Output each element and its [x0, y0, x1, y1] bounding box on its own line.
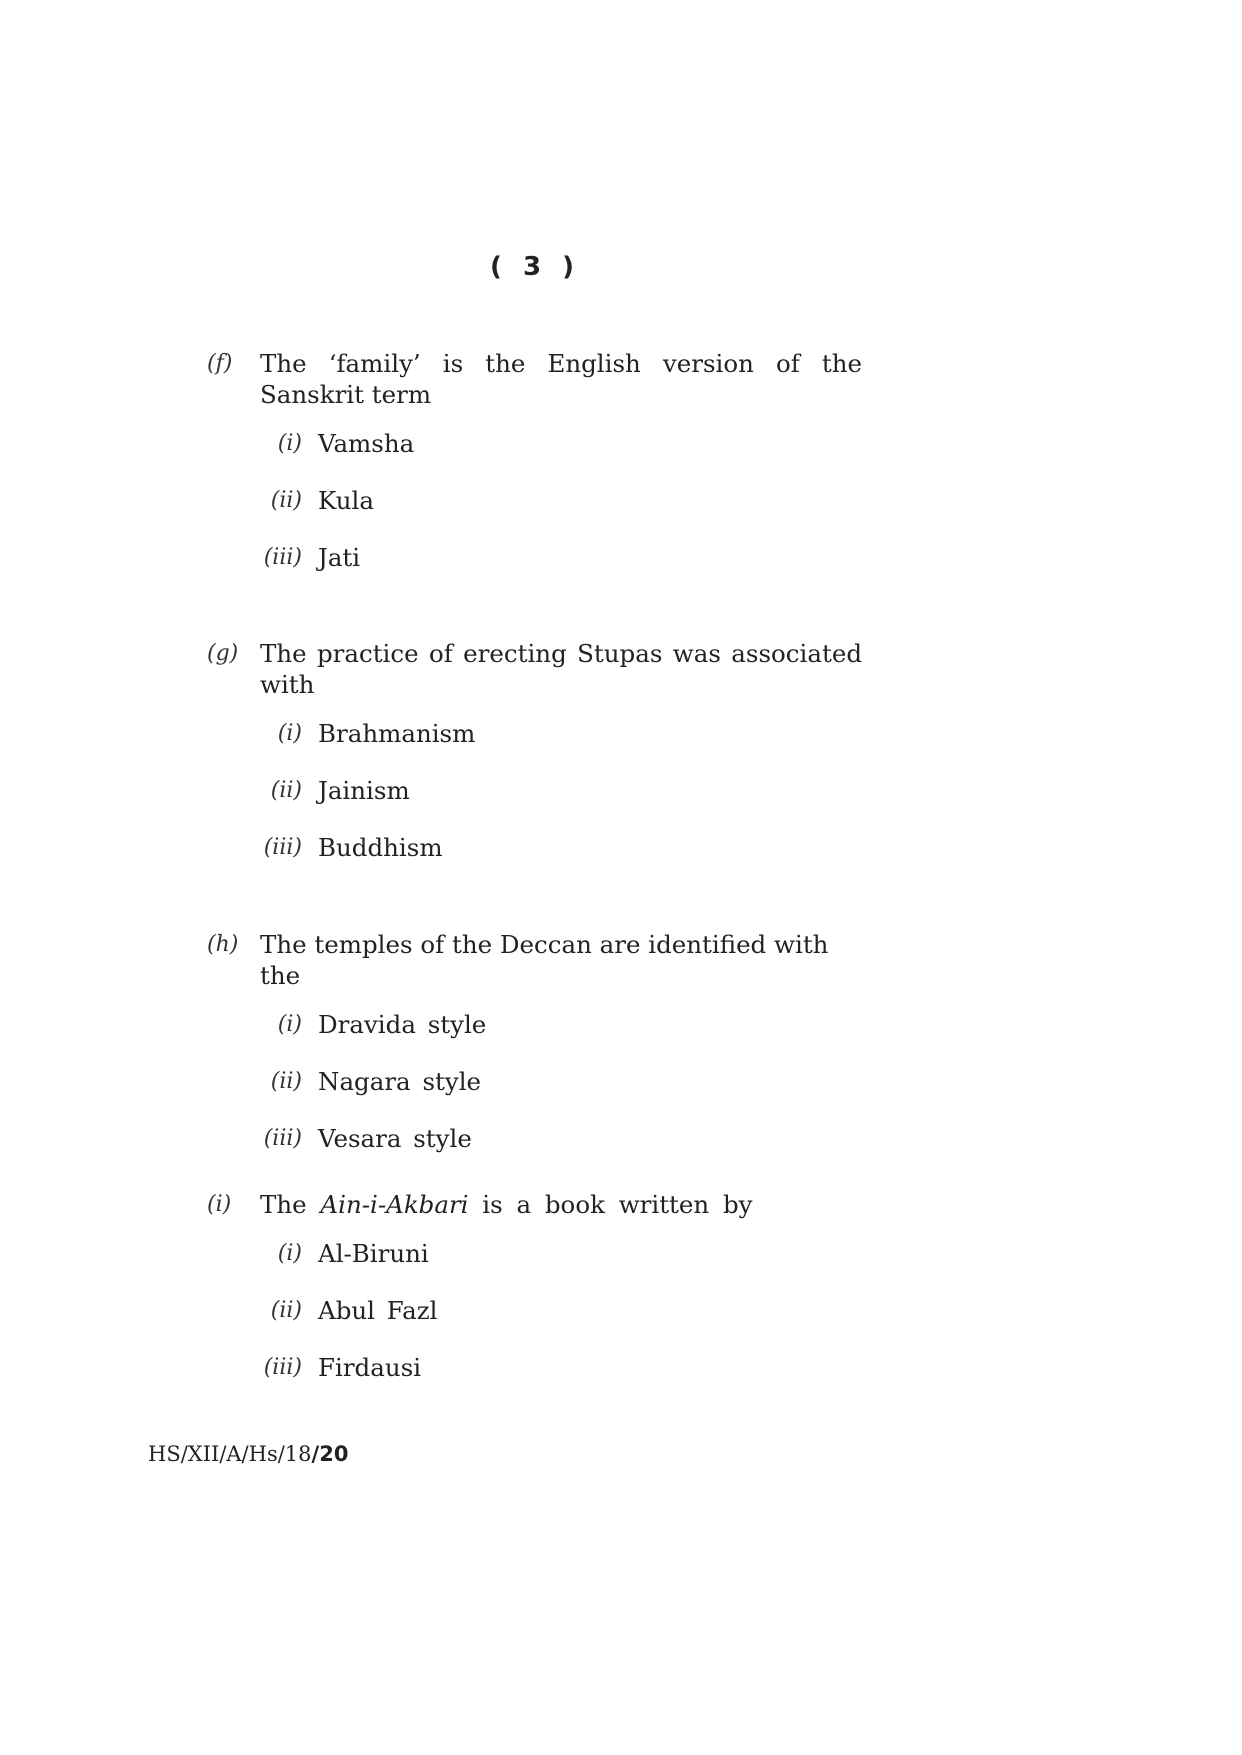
option-item [207, 1066, 862, 1123]
question-label: (h) [207, 932, 239, 957]
option-text: Jati [318, 543, 361, 572]
paper-code [148, 1442, 348, 1466]
paper-code-suffix: /20 [311, 1442, 349, 1466]
question-label: (i) [207, 1192, 232, 1217]
question-i [207, 1189, 862, 1409]
option-item [207, 485, 862, 542]
option-text: Vesara style [318, 1124, 472, 1153]
options-list [207, 428, 862, 599]
option-label: (ii) [270, 488, 302, 513]
option-label: (iii) [263, 835, 302, 860]
option-label: (i) [277, 721, 302, 746]
question-h [207, 929, 862, 1180]
options-list [207, 1238, 862, 1409]
question-label: (f) [207, 351, 233, 376]
paper-code-text: HS/XII/A/Hs/18 [148, 1442, 312, 1466]
option-item [207, 1352, 862, 1409]
option-label: (ii) [270, 1069, 302, 1094]
question-text: The temples of the Deccan are identified with the [260, 930, 829, 990]
option-text: Nagara style [318, 1067, 482, 1096]
option-label: (i) [277, 431, 302, 456]
option-label: (iii) [263, 1126, 302, 1151]
option-label: (iii) [263, 1355, 302, 1380]
option-item [207, 775, 862, 832]
option-item [207, 542, 862, 599]
option-item [207, 718, 862, 775]
option-item [207, 428, 862, 485]
option-item [207, 1009, 862, 1066]
option-text: Brahmanism [318, 719, 476, 748]
option-text: Firdausi [318, 1353, 422, 1382]
option-text: Jainism [318, 776, 410, 805]
options-list [207, 1009, 862, 1180]
option-label: (i) [277, 1241, 302, 1266]
book-title: Ain-i-Akbari [320, 1190, 469, 1219]
option-text: Dravida style [318, 1010, 487, 1039]
option-label: (i) [277, 1012, 302, 1037]
option-label: (ii) [270, 778, 302, 803]
page-number: ( 3 ) [490, 252, 580, 282]
question-g [207, 638, 862, 889]
option-item [207, 1123, 862, 1180]
option-label: (iii) [263, 545, 302, 570]
option-item [207, 1295, 862, 1352]
options-list [207, 718, 862, 889]
option-text: Buddhism [318, 833, 443, 862]
option-text: Al-Biruni [318, 1239, 429, 1268]
question-f [207, 348, 862, 599]
option-item [207, 1238, 862, 1295]
question-text: The ‘family’ is the English version of the Sanskrit term [260, 349, 862, 409]
option-item [207, 832, 862, 889]
option-text: Vamsha [318, 429, 415, 458]
option-text: Abul Fazl [318, 1296, 438, 1325]
option-label: (ii) [270, 1298, 302, 1323]
question-label: (g) [207, 641, 239, 666]
question-text-end: is a book written by [468, 1190, 753, 1219]
option-text: Kula [318, 486, 374, 515]
question-text [260, 1189, 862, 1220]
question-text: The practice of erecting Stupas was associated with [260, 639, 862, 699]
question-text-start: The [260, 1190, 321, 1219]
